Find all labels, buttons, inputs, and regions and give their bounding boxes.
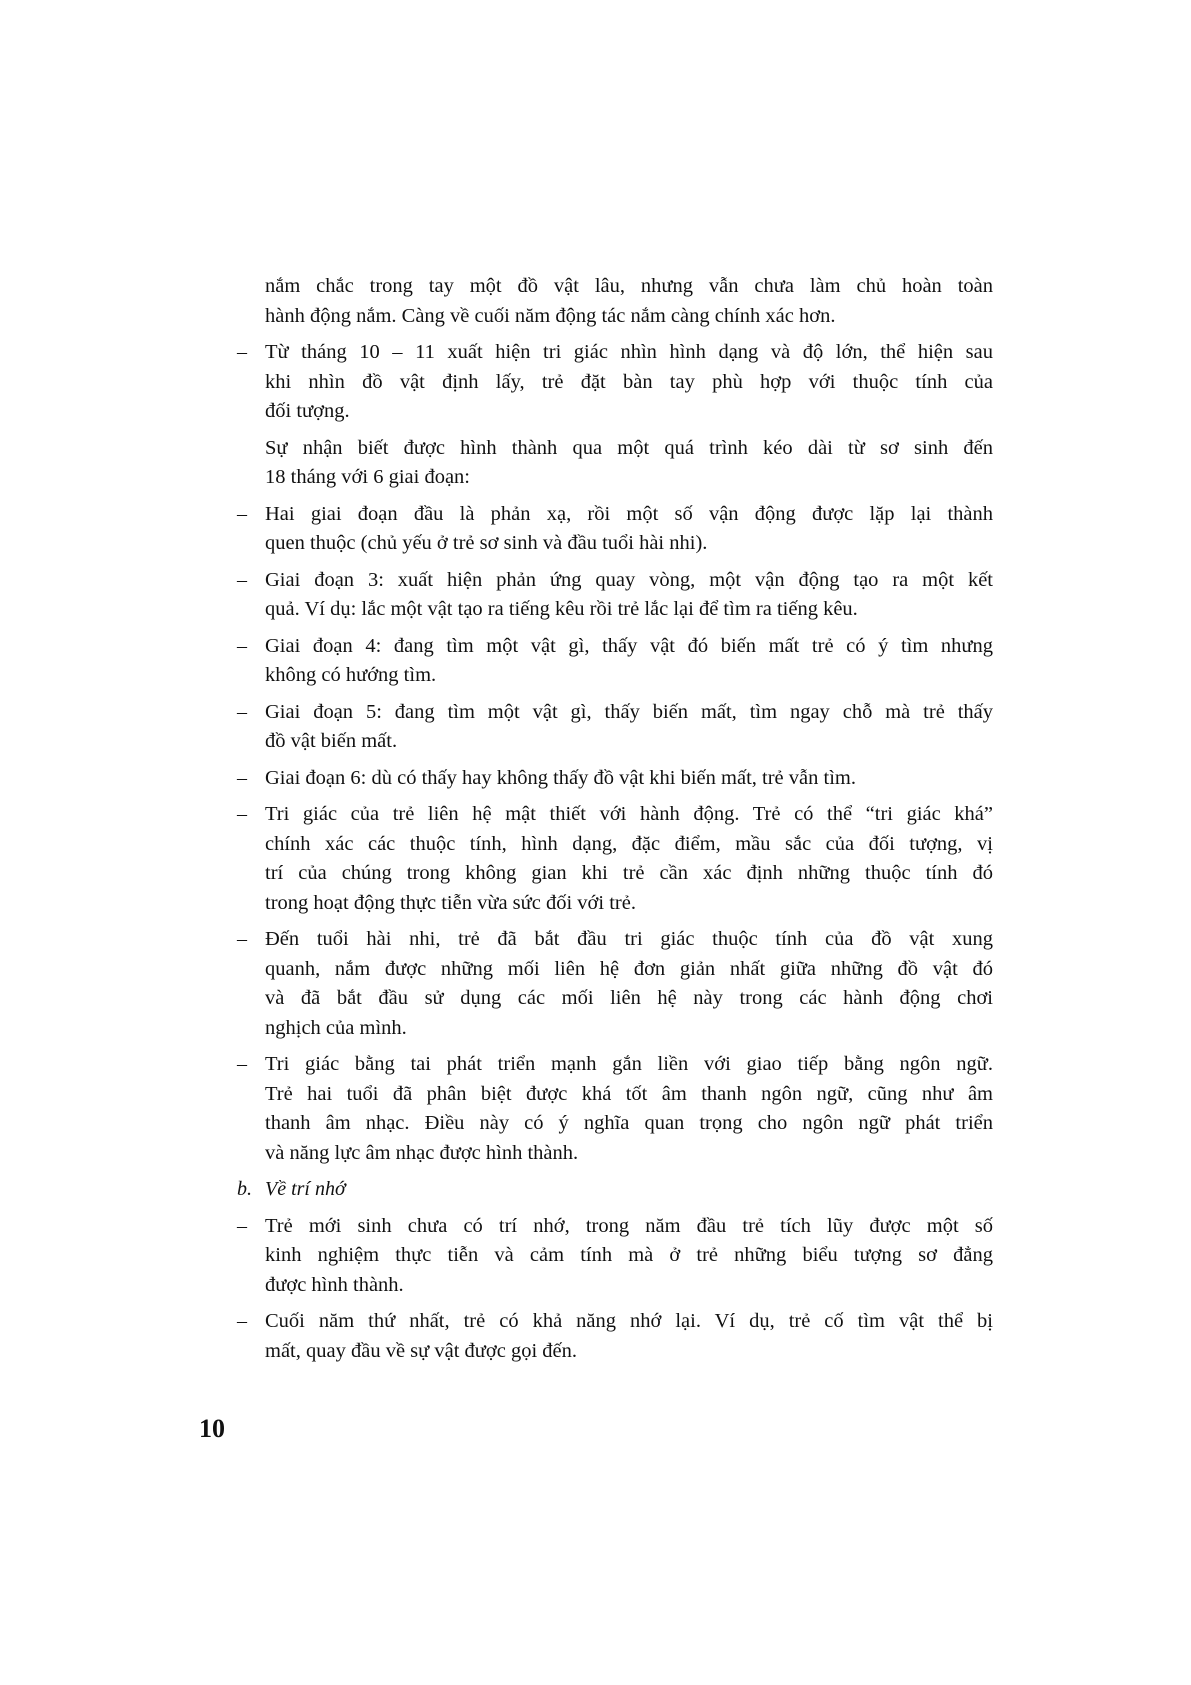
text-line: Giai đoạn 5: đang tìm một vật gì, thấy biến mất, tìm ngay chỗ mà trẻ thấy: [265, 700, 993, 723]
bullet-paragraph: [237, 566, 993, 625]
text-line: nắm chắc trong tay một đồ vật lâu, nhưng vẫn chưa làm chủ hoàn toàn: [265, 275, 993, 297]
text-line: trong hoạt động thực tiễn vừa sức đối với trẻ.: [265, 891, 636, 914]
bullet-paragraph: [237, 338, 993, 427]
dash-bullet: –: [237, 1214, 247, 1237]
bullet-paragraph: [237, 1307, 993, 1366]
dash-bullet: –: [237, 803, 247, 825]
text-line: không có hướng tìm.: [265, 664, 437, 686]
text-line: Giai đoạn 4: đang tìm một vật gì, thấy vật đó biến mất trẻ có ý tìm nhưng: [265, 634, 993, 657]
dash-bullet: –: [237, 1053, 247, 1075]
text-line: Từ tháng 10 – 11 xuất hiện tri giác nhìn hình dạng và độ lớn, thể hiện sau: [265, 341, 993, 363]
bullet-paragraph: [237, 500, 993, 559]
memory-section: [237, 1212, 993, 1367]
text-line: và đã bắt đầu sử dụng các mối liên hệ này trong các hành động chơi: [265, 987, 993, 1009]
text-line: Giai đoạn 3: xuất hiện phản ứng quay vòng, một vận động tạo ra một kết: [265, 568, 993, 591]
section-heading-memory: [237, 1175, 993, 1205]
text-line: Sự nhận biết được hình thành qua một quá trình kéo dài từ sơ sinh đến: [265, 436, 993, 459]
dash-bullet: –: [237, 341, 247, 363]
text-line: quen thuộc (chủ yếu ở trẻ sơ sinh và đầu tuổi hài nhi).: [265, 532, 708, 554]
text-line: Cuối năm thứ nhất, trẻ có khả năng nhớ lại. Ví dụ, trẻ cố tìm vật thể bị: [265, 1310, 993, 1332]
section-title: Về trí nhớ: [265, 1178, 346, 1200]
text-line: Giai đoạn 6: dù có thấy hay không thấy đồ vật khi biến mất, trẻ vẫn tìm.: [265, 766, 856, 789]
bullet-paragraph: [237, 1050, 993, 1168]
bullet-paragraph: [237, 800, 993, 918]
text-line: và năng lực âm nhạc được hình thành.: [265, 1141, 579, 1164]
bullet-paragraph: [237, 925, 993, 1043]
text-line: Trẻ mới sinh chưa có trí nhớ, trong năm đầu trẻ tích lũy được một số: [265, 1214, 993, 1237]
text-line: 18 tháng với 6 giai đoạn:: [265, 466, 470, 488]
bullet-paragraph: [237, 698, 993, 757]
text-line: Hai giai đoạn đầu là phản xạ, rồi một số vận động được lặp lại thành: [265, 502, 993, 525]
dash-bullet: –: [237, 634, 247, 657]
text-line: đồ vật biến mất.: [265, 730, 398, 752]
text-line: quanh, nắm được những mối liên hệ đơn giản nhất giữa những đồ vật đó: [265, 957, 993, 980]
text-line: mất, quay đầu về sự vật được gọi đến.: [265, 1339, 578, 1362]
dash-bullet: –: [237, 502, 247, 525]
text-line: kinh nghiệm thực tiễn và cảm tính mà ở trẻ những biểu tượng sơ đẳng: [265, 1244, 993, 1266]
text-line: được hình thành.: [265, 1273, 404, 1296]
dash-bullet: –: [237, 1310, 247, 1332]
text-line: khi nhìn đồ vật định lấy, trẻ đặt bàn tay phù hợp với thuộc tính của: [265, 370, 993, 393]
text-line: hành động nắm. Càng về cuối năm động tác nắm càng chính xác hơn.: [265, 304, 836, 327]
paragraph: [237, 272, 993, 331]
dash-bullet: –: [237, 568, 247, 591]
bullet-paragraph: [237, 632, 993, 691]
perception-section: [237, 272, 993, 1168]
page-body: [237, 272, 993, 1373]
text-line: Trẻ hai tuổi đã phân biệt được khá tốt âm thanh ngôn ngữ, cũng như âm: [265, 1082, 993, 1105]
dash-bullet: –: [237, 928, 247, 950]
text-line: trí của chúng trong không gian khi trẻ cần xác định những thuộc tính đó: [265, 862, 993, 884]
section-letter: b.: [237, 1178, 252, 1200]
text-line: quả. Ví dụ: lắc một vật tạo ra tiếng kêu rồi trẻ lắc lại để tìm ra tiếng kêu.: [265, 598, 858, 620]
paragraph: [237, 434, 993, 493]
page-number: 10: [199, 1414, 225, 1443]
dash-bullet: –: [237, 766, 247, 789]
dash-bullet: –: [237, 700, 247, 723]
text-line: đối tượng.: [265, 400, 350, 422]
text-line: thanh âm nhạc. Điều này có ý nghĩa quan trọng cho ngôn ngữ phát triển: [265, 1112, 993, 1134]
bullet-paragraph: [237, 1212, 993, 1301]
text-line: Tri giác của trẻ liên hệ mật thiết với hành động. Trẻ có thể “tri giác khá”: [265, 803, 993, 825]
text-line: Tri giác bằng tai phát triển mạnh gắn liền với giao tiếp bằng ngôn ngữ.: [265, 1053, 993, 1075]
text-line: Đến tuổi hài nhi, trẻ đã bắt đầu tri giác thuộc tính của đồ vật xung: [265, 928, 993, 950]
bullet-paragraph: [237, 764, 993, 794]
text-line: nghịch của mình.: [265, 1016, 407, 1039]
text-line: chính xác các thuộc tính, hình dạng, đặc điểm, mầu sắc của đối tượng, vị: [265, 832, 993, 855]
